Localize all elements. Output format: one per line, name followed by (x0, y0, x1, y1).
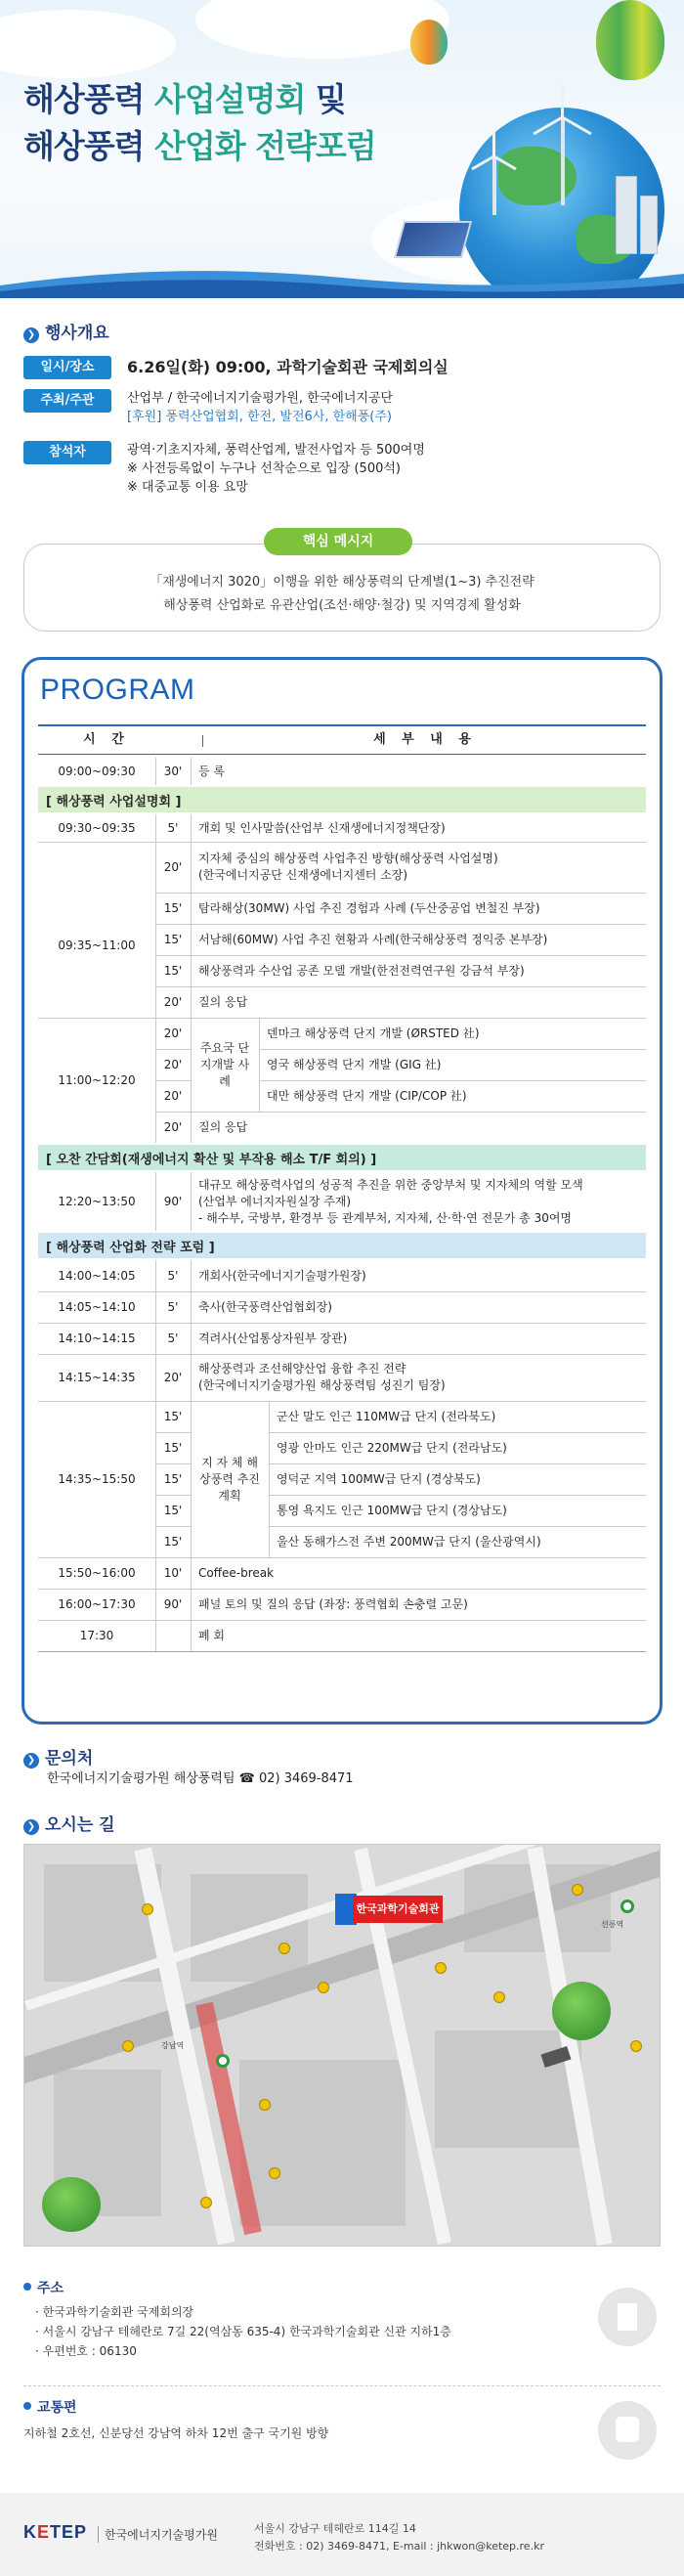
session-band: [ 해상풍력 산업화 전략 포럼 ] (38, 1233, 646, 1258)
transport-title: 교통편 (23, 2397, 77, 2417)
program-item: 격려사(산업통상자원부 장관) (198, 1331, 348, 1345)
program-item: 대규모 해상풍력사업의 성공적 추진을 위한 중앙부처 및 지자체의 역할 모색 (산업부 에너지자원실장 주재) - 해수부, 국방부, 환경부 등 관계부처, 지자체, 산·학·연 전문가 총 30여명 (198, 1177, 583, 1225)
contact-heading: ❯ 문의처 (23, 1744, 93, 1768)
key-message-label: 핵심 메시지 (264, 528, 412, 555)
program-duration: 20' (163, 1088, 183, 1103)
location-map[interactable] (23, 1844, 661, 2247)
map-pin-icon (278, 1943, 290, 1954)
col-time-header: 시 간 (83, 732, 130, 747)
hero-title-line2: 해상풍력 산업화 전략포럼 (23, 127, 376, 165)
ketep-logo: KETEP (23, 2522, 88, 2542)
program-time: 16:00~17:30 (58, 1596, 136, 1611)
bullet-icon (23, 2283, 31, 2291)
attendee-value: 광역·기초지자체, 풍력산업계, 발전사업자 등 500여명 ※ 사전등록없이 누구나 선착순으로 입장 (500석) ※ 대중교통 이용 요망 (127, 443, 425, 495)
hero-title-line1: 해상풍력 사업설명회 및 (23, 80, 346, 118)
subway-station-icon (620, 1899, 634, 1913)
bus-icon (598, 2401, 657, 2460)
program-time: 14:05~14:10 (58, 1299, 136, 1314)
address-line: · 우편번호 : 06130 (35, 2344, 137, 2358)
program-item: Coffee-break (198, 1565, 275, 1580)
program-duration: 15' (163, 932, 183, 946)
program-time: 14:00~14:05 (58, 1268, 136, 1283)
overview-host-row (23, 389, 649, 432)
program-item: 영덕군 지역 100MW급 단지 (경상북도) (277, 1471, 481, 1486)
program-time: 17:30 (79, 1628, 114, 1642)
building-icon (616, 176, 637, 254)
directions-heading: ❯ 오시는 길 (23, 1811, 115, 1835)
program-item: 탐라해상(30MW) 사업 추진 경험과 사례 (두산중공업 변철진 부장) (198, 900, 540, 915)
program-duration: 15' (163, 963, 183, 978)
map-pin-icon (200, 2197, 212, 2208)
overview-heading: ❯ 행사개요 (23, 319, 109, 343)
contact-info: 한국에너지기술평가원 해상풍력팀 ☎ 02) 3469-8471 (47, 1771, 354, 1786)
date-label: 일시/장소 (23, 356, 111, 379)
col-content-header: 세 부 내 용 (373, 732, 477, 747)
program-subgroup: 주요국 단지개발 사례 (199, 1040, 250, 1088)
address-line: · 한국과학기술회관 국제회의장 (35, 2305, 194, 2319)
host-label: 주최/주관 (23, 389, 111, 413)
overview-date-row (23, 356, 649, 381)
program-duration: 20' (163, 1026, 183, 1040)
program-time: 14:15~14:35 (58, 1370, 136, 1384)
program-time: 15:50~16:00 (58, 1565, 136, 1580)
program-item: 해상풍력과 조선해양산업 융합 추진 전략 (한국에너지기술평가원 해상풍력팀 성진기 팀장) (198, 1362, 446, 1392)
program-duration: 20' (163, 994, 183, 1009)
program-item: 개회 및 인사말씀(산업부 신재생에너지정책단장) (198, 820, 446, 835)
footer-contact: 전화번호 : 02) 3469-8471, E-mail : jhkwon@ketep.re.kr (254, 2540, 544, 2553)
map-label: 강남역 (161, 2041, 185, 2050)
building-icon (640, 196, 658, 254)
footer (0, 2493, 684, 2576)
session-band: [ 오찬 간담회(재생에너지 확산 및 부작용 해소 T/F 회의) ] (38, 1145, 646, 1170)
program-duration: 5' (167, 1268, 179, 1283)
program-duration: 20' (163, 1057, 183, 1071)
program-duration: 5' (167, 820, 179, 835)
program-time: 11:00~12:20 (58, 1072, 136, 1087)
program-item: 울산 동해가스전 주변 200MW급 단지 (울산광역시) (277, 1534, 541, 1549)
map-pin-icon (259, 2099, 271, 2111)
map-pin-icon (435, 1962, 447, 1974)
bullet-icon (23, 2402, 31, 2410)
key-message-line: 「재생에너지 3020」이행을 위한 해상풍력의 단계별(1~3) 추진전략 (150, 575, 534, 589)
program-duration: 90' (163, 1194, 183, 1208)
map-label: 선릉역 (601, 1920, 624, 1929)
program-duration: 15' (163, 1534, 183, 1549)
program-duration: 15' (163, 1503, 183, 1517)
program-time: 12:20~13:50 (58, 1194, 136, 1208)
chevron-right-icon: ❯ (23, 1753, 39, 1768)
program-item: 축사(한국풍력산업협회장) (198, 1299, 332, 1314)
program-item: 영국 해상풍력 단지 개발 (GIG 社) (267, 1057, 442, 1071)
program-subgroup: 지 자 체 해상풍력 추진계획 (199, 1455, 260, 1503)
program-duration: 15' (163, 1471, 183, 1486)
map-pin-icon (493, 1991, 505, 2003)
program-duration: 20' (163, 1370, 183, 1384)
chevron-right-icon: ❯ (23, 327, 39, 343)
address-title: 주소 (23, 2278, 64, 2297)
program-duration: 90' (163, 1596, 183, 1611)
map-pin-icon (142, 1903, 153, 1915)
program-header (38, 726, 646, 754)
program-duration: 15' (163, 1440, 183, 1455)
program-duration: 15' (163, 1409, 183, 1423)
program-item: 지자체 중심의 해상풍력 사업추진 방향(해상풍력 사업설명) (한국에너지공단 신재생에너지센터 소장) (198, 851, 498, 882)
map-pin-icon (630, 2040, 642, 2052)
solar-panel-icon (394, 221, 472, 258)
venue-marker[interactable]: 한국과학기술회관 (353, 1896, 443, 1923)
program-item: 질의 응답 (198, 1119, 248, 1134)
address-line: · 서울시 강남구 테헤란로 7길 22(역삼동 635-4) 한국과학기술회관 신관 지하1층 (35, 2325, 451, 2338)
program-duration: 10' (163, 1565, 183, 1580)
chevron-right-icon: ❯ (23, 1819, 39, 1835)
session-band: [ 해상풍력 사업설명회 ] (38, 787, 646, 812)
date-value: 6.26일(화) 09:00, 과학기술회관 국제회의실 (127, 358, 449, 376)
subway-station-icon (216, 2054, 230, 2068)
program-item: 패널 토의 및 질의 응답 (좌장: 풍력협회 손충렬 고문) (198, 1596, 468, 1611)
program-duration: 20' (163, 859, 183, 874)
program-time: 14:35~15:50 (58, 1471, 136, 1486)
program-title: PROGRAM (40, 674, 195, 706)
hero-banner (0, 0, 684, 298)
building-icon (598, 2288, 657, 2346)
balloon-icon (410, 20, 448, 65)
program-duration: 30' (163, 764, 183, 778)
attendee-label: 참석자 (23, 441, 111, 464)
program-time: 09:30~09:35 (58, 820, 136, 835)
program-item: 영광 안마도 인근 220MW급 단지 (전라남도) (277, 1440, 507, 1455)
program-item: 서남해(60MW) 사업 추진 현황과 사례(한국해상풍력 정익중 본부장) (198, 932, 548, 946)
program-item: 폐 회 (198, 1628, 225, 1642)
map-pin-icon (122, 2040, 134, 2052)
host-value: 산업부 / 한국에너지기술평가원, 한국에너지공단 [후원] 풍력산업협회, 한전, 발전6사, 한해풍(주) (127, 391, 394, 424)
key-message-line: 해상풍력 산업화로 유관산업(조선·해양·철강) 및 지역경제 활성화 (163, 598, 521, 613)
program-item: 해상풍력과 수산업 공존 모델 개발(한전전력연구원 강금석 부장) (198, 963, 525, 978)
program-item: 질의 응답 (198, 994, 248, 1009)
wind-turbine-icon (561, 117, 565, 205)
transport-line: 지하철 2호선, 신분당선 강남역 하차 12번 출구 국기원 방향 (23, 2426, 329, 2440)
program-time: 14:10~14:15 (58, 1331, 136, 1345)
program-duration: 5' (167, 1299, 179, 1314)
map-pin-icon (572, 1884, 583, 1896)
program-duration: 15' (163, 900, 183, 915)
wind-turbine-icon (492, 156, 496, 215)
footer-address: 서울시 강남구 테헤란로 114길 14 (254, 2522, 416, 2535)
program-item: 등 록 (198, 764, 225, 778)
balloon-icon (596, 0, 664, 80)
wave-decoration (0, 256, 684, 298)
overview-attendee-row (23, 441, 649, 500)
program-time: 09:35~11:00 (58, 938, 136, 952)
cloud-decoration (0, 10, 176, 78)
program-item: 덴마크 해상풍력 단지 개발 (ØRSTED 社) (267, 1026, 480, 1040)
program-duration: 5' (167, 1331, 179, 1345)
map-pin-icon (318, 1982, 329, 1993)
footer-org: 한국에너지기술평가원 (98, 2526, 218, 2543)
tree-icon (552, 1982, 611, 2040)
tree-icon (42, 2177, 101, 2232)
program-time: 09:00~09:30 (58, 764, 136, 778)
program-item: 대만 해상풍력 단지 개발 (CIP/COP 社) (267, 1088, 467, 1103)
program-item: 통영 욕지도 인근 100MW급 단지 (경상남도) (277, 1503, 507, 1517)
program-item: 개회사(한국에너지기술평가원장) (198, 1268, 366, 1283)
program-duration: 20' (163, 1119, 183, 1134)
program-item: 군산 말도 인근 110MW급 단지 (전라북도) (277, 1409, 496, 1423)
map-pin-icon (269, 2167, 280, 2179)
program-table (21, 657, 663, 1725)
